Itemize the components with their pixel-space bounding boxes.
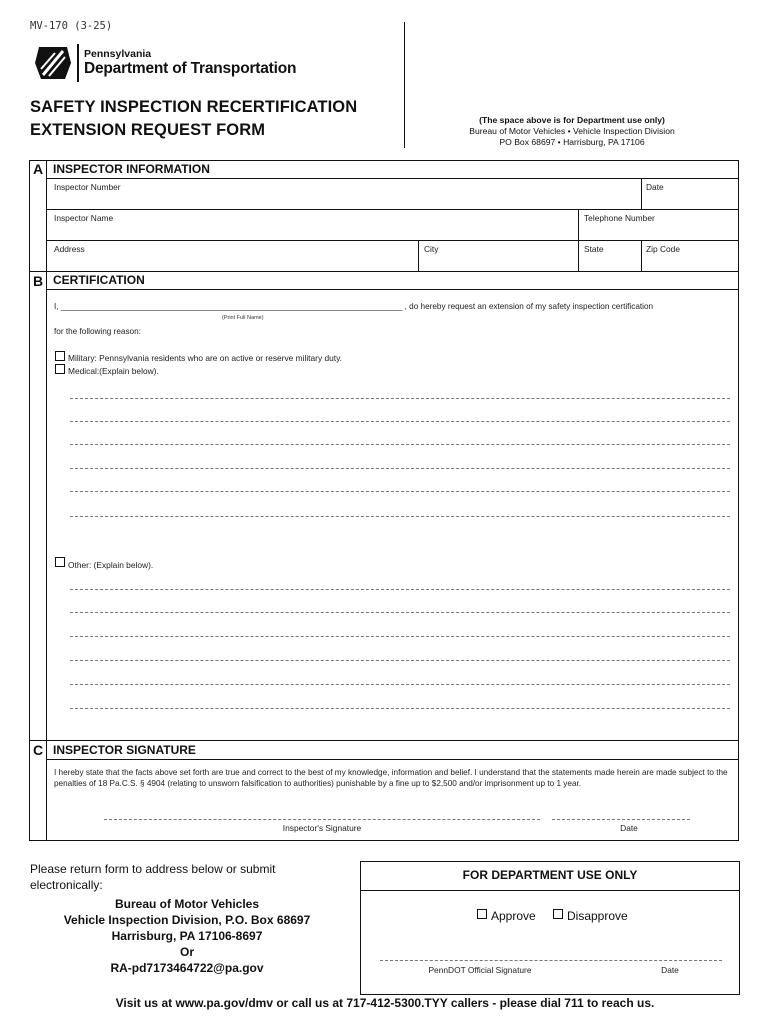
row1-divider bbox=[641, 178, 642, 209]
other-explain-line[interactable] bbox=[70, 612, 730, 613]
city-field[interactable] bbox=[419, 254, 577, 270]
section-b-title: CERTIFICATION bbox=[53, 273, 145, 287]
footer-visit: Visit us at www.pa.gov/dmv or call us at 717-412-5300.TYY callers - please dial 711 to reach us. bbox=[115, 996, 655, 1010]
row3-divider-1 bbox=[418, 240, 419, 271]
org-name: Department of Transportation bbox=[84, 60, 297, 77]
return-line3: Harrisburg, PA 17106-8697 bbox=[111, 929, 263, 943]
department-use-title: FOR DEPARTMENT USE ONLY bbox=[462, 868, 638, 882]
zip-field[interactable] bbox=[642, 254, 738, 270]
return-line2: Vehicle Inspection Division, P.O. Box 68697 bbox=[63, 913, 311, 927]
dept-address: PO Box 68697 • Harrisburg, PA 17106 bbox=[499, 137, 645, 147]
medical-explain-line[interactable] bbox=[70, 491, 730, 492]
address-field[interactable] bbox=[47, 254, 418, 270]
other-label: Other: (Explain below). bbox=[68, 560, 154, 570]
section-c-letter: C bbox=[32, 742, 44, 758]
section-b-rule bbox=[47, 289, 739, 290]
form-id: MV-170 (3-25) bbox=[30, 20, 113, 32]
medical-explain-line[interactable] bbox=[70, 398, 730, 399]
certification-statement: I, ___________________________________________________________________________ , do hereby request an extension of my safety inspection certification bbox=[54, 302, 654, 311]
date-label: Date bbox=[646, 182, 664, 192]
disapprove-label: Disapprove bbox=[567, 909, 628, 923]
official-signature-label: PennDOT Official Signature bbox=[428, 965, 532, 975]
org-state: Pennsylvania bbox=[84, 48, 152, 60]
other-explain-line[interactable] bbox=[70, 636, 730, 637]
state-field[interactable] bbox=[579, 254, 640, 270]
row3-divider-2 bbox=[578, 240, 579, 271]
date-field[interactable] bbox=[642, 192, 738, 209]
zip-label: Zip Code bbox=[646, 244, 680, 254]
inspector-name-label: Inspector Name bbox=[54, 213, 114, 223]
form-title bbox=[30, 96, 357, 142]
reason-intro: for the following reason: bbox=[54, 327, 141, 336]
form-title-line1: SAFETY INSPECTION RECERTIFICATION bbox=[30, 98, 358, 116]
state-label: State bbox=[584, 244, 604, 254]
medical-checkbox[interactable] bbox=[55, 364, 65, 374]
keystone-logo-icon bbox=[33, 45, 73, 81]
other-checkbox[interactable] bbox=[55, 557, 65, 567]
inspector-signature-label: Inspector's Signature bbox=[282, 823, 362, 833]
official-signature-line[interactable] bbox=[380, 960, 722, 961]
row2-rule bbox=[47, 240, 739, 241]
section-letter-column bbox=[29, 160, 47, 841]
medical-explain-line[interactable] bbox=[70, 421, 730, 422]
other-explain-line[interactable] bbox=[70, 708, 730, 709]
logo-divider bbox=[77, 44, 79, 82]
department-use-rule bbox=[360, 890, 740, 891]
medical-explain-line[interactable] bbox=[70, 468, 730, 469]
medical-label: Medical:(Explain below). bbox=[68, 366, 159, 376]
inspector-number-field[interactable] bbox=[47, 192, 641, 209]
dept-space-note bbox=[406, 115, 738, 148]
section-c-rule bbox=[47, 759, 739, 760]
medical-explain-line[interactable] bbox=[70, 444, 730, 445]
address-label: Address bbox=[54, 244, 85, 254]
return-address bbox=[30, 896, 344, 976]
inspector-signature-line[interactable] bbox=[104, 819, 540, 820]
return-line1: Bureau of Motor Vehicles bbox=[114, 897, 260, 911]
signature-date-label: Date bbox=[620, 823, 638, 833]
section-a-rule bbox=[47, 178, 739, 179]
other-explain-line[interactable] bbox=[70, 589, 730, 590]
approve-label: Approve bbox=[491, 909, 536, 923]
header-divider bbox=[404, 22, 405, 148]
military-checkbox[interactable] bbox=[55, 351, 65, 361]
print-name-hint: (Print Full Name) bbox=[222, 315, 264, 321]
section-a-title: INSPECTOR INFORMATION bbox=[53, 162, 210, 176]
row3-divider-3 bbox=[641, 240, 642, 271]
row2-divider bbox=[578, 209, 579, 240]
return-line4: Or bbox=[179, 945, 194, 959]
section-c-title: INSPECTOR SIGNATURE bbox=[53, 743, 196, 757]
attestation-text: I hereby state that the facts above set forth are true and correct to the best of my knowledge, information and belief. I understand that the statements made herein are made subject to the penalties of 18 Pa.C.S. § 4904 (relating to unsworn falsification to authorities) punishable by a fine up to $2,500 and/or imprisonment up to 1 year. bbox=[54, 768, 728, 788]
inspector-number-label: Inspector Number bbox=[54, 182, 121, 192]
section-b-bottom-rule bbox=[29, 740, 739, 741]
medical-explain-line[interactable] bbox=[70, 516, 730, 517]
approve-checkbox[interactable] bbox=[477, 909, 487, 919]
signature-date-line[interactable] bbox=[552, 819, 690, 820]
section-a-bottom-rule bbox=[29, 271, 739, 272]
return-instructions: Please return form to address below or submit electronically: bbox=[30, 862, 276, 892]
telephone-label: Telephone Number bbox=[584, 213, 655, 223]
row1-rule bbox=[47, 209, 739, 210]
military-label: Military: Pennsylvania residents who are on active or reserve military duty. bbox=[68, 353, 343, 363]
other-explain-line[interactable] bbox=[70, 660, 730, 661]
dept-division: Bureau of Motor Vehicles • Vehicle Inspection Division bbox=[469, 126, 675, 136]
form-title-line2: EXTENSION REQUEST FORM bbox=[30, 121, 266, 139]
city-label: City bbox=[424, 244, 439, 254]
dept-space-caption: (The space above is for Department use only) bbox=[479, 115, 665, 125]
official-date-label: Date bbox=[661, 965, 679, 975]
inspector-name-field[interactable] bbox=[47, 223, 578, 240]
telephone-field[interactable] bbox=[579, 223, 738, 240]
section-a-letter: A bbox=[32, 161, 44, 177]
section-b-letter: B bbox=[32, 273, 44, 289]
return-email[interactable]: RA-pd7173464722@pa.gov bbox=[110, 961, 264, 975]
full-name-field[interactable] bbox=[64, 298, 450, 311]
disapprove-checkbox[interactable] bbox=[553, 909, 563, 919]
other-explain-line[interactable] bbox=[70, 684, 730, 685]
